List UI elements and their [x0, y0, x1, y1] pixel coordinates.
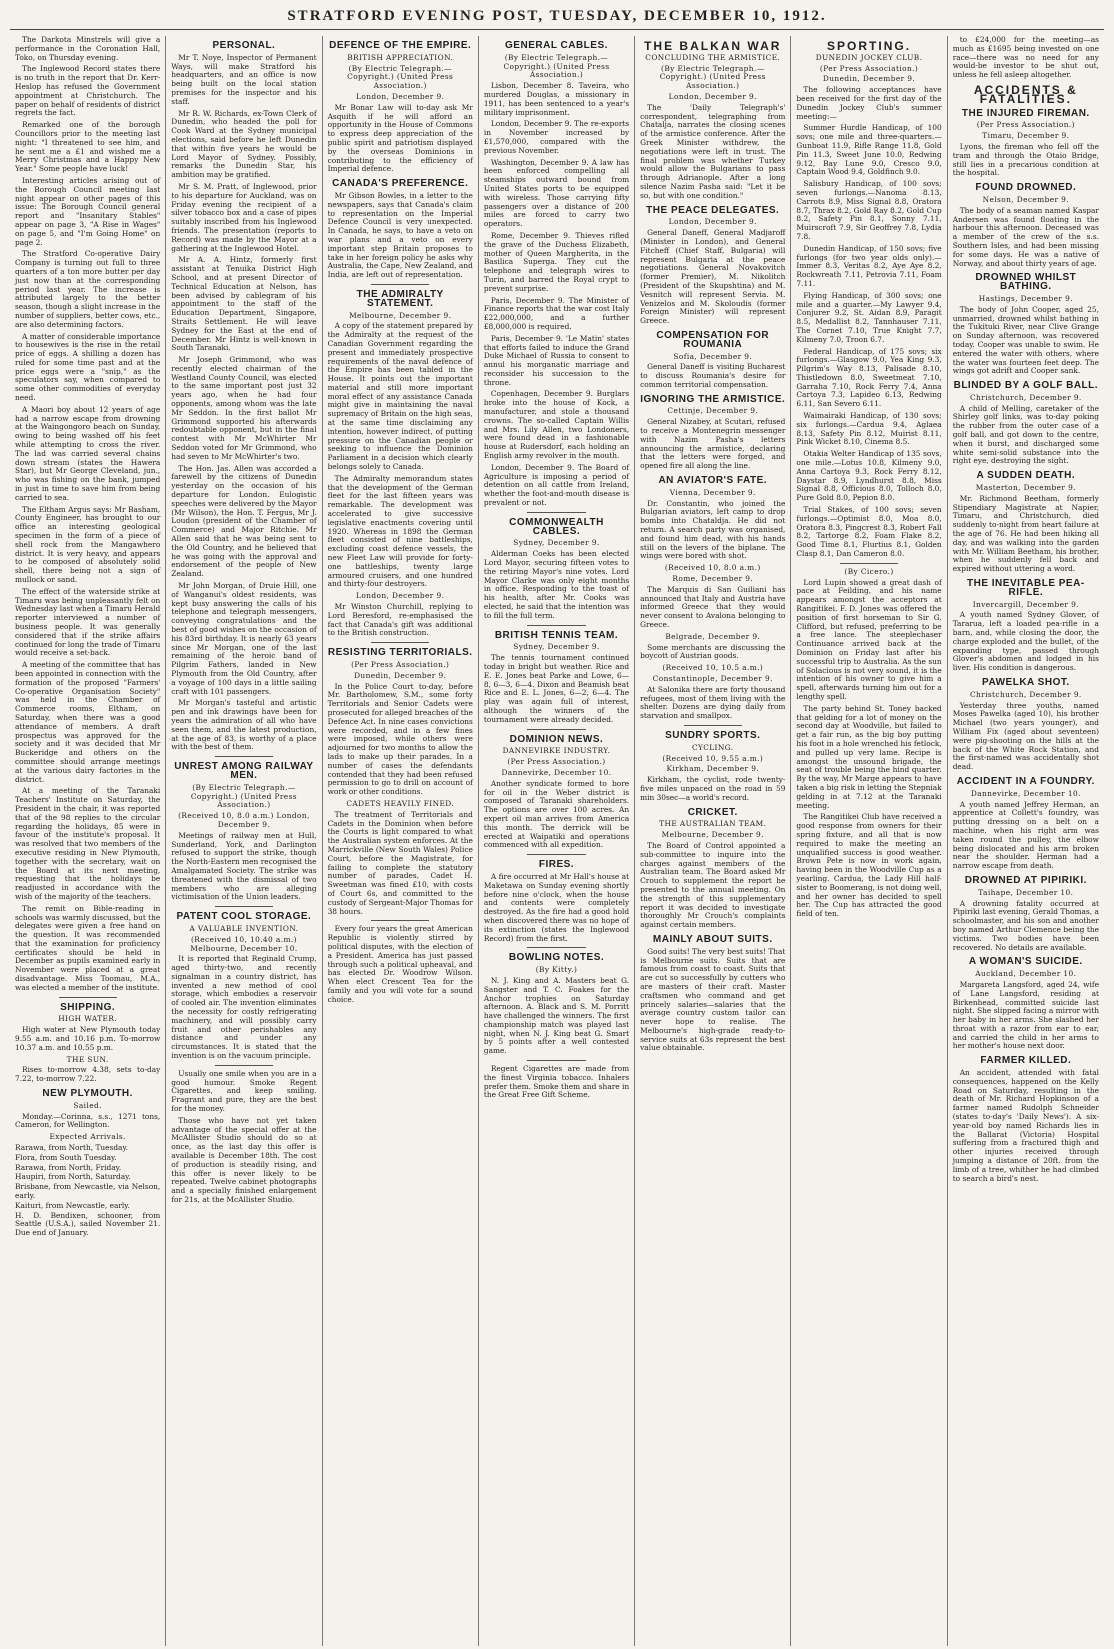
- advert-text: Regent Cigarettes are made from the finest Virginia tobacco. Inhalers prefer them. Smoke them and share in the Great Free Gift Scheme.: [483, 1064, 630, 1100]
- territorials-source: (Per Press Association.): [351, 660, 450, 669]
- tennis-dateline: Sydney, December 9.: [513, 642, 600, 652]
- bathing-text: The body of John Cooper, aged 25, unmarried, drowned whilst bathing in the Tukituki River, near Clive Grange on Sunday afternoon, was recovered today. Cooper was unable to swim. He entered the water with others, where the water was fourteen feet deep. The wings got adrift and Cooper sank.: [952, 304, 1099, 376]
- advert-text: Every four years the great American Republic is violently stirred by political disputes, with the election of a President. America has just passed through such a political upheaval, and has elected Dr. Woodrow Wilson. When elect Crescent Tea for the family and you will vote for a sound choice.: [327, 924, 473, 1004]
- belgrade-text: Some merchants are discussing the boycott of Austrian goods.: [640, 642, 786, 661]
- tennis-heading: BRITISH TENNIS TEAM.: [494, 629, 619, 641]
- pipiriki-heading: DROWNED AT PIPIRIKI.: [964, 874, 1087, 886]
- cable-item: Rome, December 9. Thieves rifled the grave of the Duchess Elizabeth, mother of Queen Margherita, in the Basilica Superga. They cut the telephone and telegraph wires to Turin, and barred the Royal crypt to prevent surprise.: [483, 230, 630, 293]
- cicero-byline: (By Cicero.): [844, 566, 894, 576]
- news-item: The Inglewood Record states there is no truth in the report that Dr. Kerr-Heslop has refused the Government appointment at Christchurch. The paper on behalf of residents of district regrets the fact.: [15, 64, 161, 118]
- drowned-dateline: Nelson, December 9.: [982, 194, 1070, 204]
- personal-item: Mr A. A. Hintz, formerly first assistant at Tenuika District High School, and at present Director of Technical Education at Nelson, has been advised by cablegram of his appointment to the staff of the Education Department, Singapore, Straits Settlement. He will leave Sydney for the East at the end of December. Mr Hintz is well-known in South Taranaki.: [171, 255, 317, 353]
- drowned-heading: FOUND DROWNED.: [975, 182, 1077, 194]
- unrest-heading: UNREST AMONG RAILWAY MEN.: [174, 761, 314, 781]
- race-entry: Salisbury Handicap, of 100 sovs; seven furlongs.—Nanoma 8.13, Carrots 8.9, Miss Signal 8.8, Oratora 8.7, Thrax 8.2, Gold Ray 8.2, Gold Cup 8.2, Safety Pin 8.1, Sonny 7.11, Muirscroft 7.9, Sir Geoffrey 7.8, Lydia 7.8.: [796, 179, 942, 241]
- accidents-heading: ACCIDENTS & FATALITIES.: [973, 82, 1078, 106]
- column-7: [948, 36, 1104, 1646]
- unrest-text: Meetings of railway men at Hull, Sunderland, York, and Darlington refused to support the strike, though the North-Eastern men recognised the Amalgamated Society. The strike was threatened with the dismissal of two members who are alleging victimisation of the Union leaders.: [171, 830, 317, 902]
- territorials-text: In the Police Court to-day, before Mr. Bartholomew, S.M., some forty Territorials and Senior Cadets were prosecuted for alleged breaches of the Defence Act. In nine cases convictions were recorded, and in a few fines were imposed, while others were adjourned for two months to allow the lads to make up their parades. In a number of cases the defendants contended that they had been refused permission to go to drill on account of work or other conditions.: [327, 681, 473, 797]
- canada-text: Mr Gibson Bowles, in a letter to the newspapers, says that Canada's claim to representation on the Imperial Defence Council is very unexpected. In Canada, he says, to have a veto on war plans and a veto on every important step Britain proposes to take in her foreign policy he asks why Australia, the Cape, New Zealand, and India, are left out of representation.: [327, 190, 473, 280]
- cricket-heading: CRICKET.: [687, 806, 738, 818]
- column-6: [791, 36, 947, 1646]
- news-item: The Stratford Co-operative Dairy Company is turning out full to three quarters of a ton more butter per day just now than at the corresponding period last year. The increase is attributed largely to the better season, though a slight increase in the number of suppliers, better cows, etc., are also determining factors.: [15, 249, 161, 329]
- golf-text: A child of Melling, caretaker of the Shirley golf links, was to-day poking the rubber from the outer case of a golf ball, and got down to the centre, when it burst, and discharged some white semi-solid substance into the right eye, destroying the sight.: [952, 403, 1099, 466]
- churchill-dateline: London, December 9.: [356, 591, 445, 601]
- balkan-heading: THE BALKAN WAR: [644, 39, 782, 53]
- churchill-text: Mr Winston Churchill, replying to Lord Beresford, re-emphasised the fact that Canada's gift was additional to the British construction.: [327, 602, 473, 638]
- port-heading: NEW PLYMOUTH.: [42, 1088, 133, 1100]
- territorials-heading: RESISTING TERRITORIALS.: [327, 647, 473, 659]
- cables-heading: GENERAL CABLES.: [505, 40, 608, 51]
- received-line: (Received 10, 10.5 a.m.): [662, 663, 764, 673]
- race-entry: Waimairaki Handicap, of 130 sovs; six furlongs.—Cardua 9.4, Aglaea 8.13, Safety Pin 8.12, Muirist 8.11, Pink Wicket 8.10, Cinema 8.5.: [796, 411, 942, 447]
- personal-item: Mr Morgan's tasteful and artistic pen and ink drawings have been for years the admiration of all who have seen them, and the latest production, at the age of 83, is worthy of a place with the best of them.: [171, 698, 317, 752]
- dominion-sub: DANNEVIRKE INDUSTRY.: [502, 746, 611, 756]
- cycling-dateline: Kirkham, December 9.: [666, 764, 760, 774]
- unrest-source: (By Electric Telegraph.—Copyright.) (United Press Association.): [190, 782, 297, 810]
- roumania-heading: COMPENSATION FOR ROUMANIA: [656, 329, 770, 350]
- arrivals-list: [15, 1144, 160, 1238]
- personal-item: Mr S. M. Pratt, of Inglewood, prior to his departure for Auckland, was on Friday evening the recipient of a silver tobacco box and a case of pipes suitably inscribed from his Inglewood friends. The presentation (reports to Record) was made by the Mayor at a gathering at the Inglewood Hotel.: [171, 181, 317, 253]
- admiralty-text: The Admiralty memorandum states that the development of the German fleet for the last fifteen years was remarkable. The development was accelerated to give successive legislative enactments covering until 1920. Whereas in 1898 the German fleet consisted of nine battleships, excluding coast defence vessels, the new Fleet Law will provide for forty-one battleships, twenty large armoured cruisers, and one hundred and thirty-four destroyers.: [327, 473, 473, 589]
- defence-text: Mr Bonar Law will to-day ask Mr Asquith if he will afford an opportunity in the House of Commons to express deep appreciation of the public spirit and patriotism displayed by the overseas Dominions in contributing to the efficiency of Imperial defence.: [327, 102, 473, 174]
- ignoring-text: General Nizabey, at Scutari, refused to receive a Montenegrin messenger with Nazim Pasha's letters announcing the armistice, declaring that the letters were forged, and opened fire all along the line.: [640, 417, 786, 471]
- sporting-source: (Per Press Association.): [819, 63, 919, 73]
- aviator-dateline: Vienna, December 9.: [669, 487, 756, 497]
- peace-heading: THE PEACE DELEGATES.: [646, 204, 780, 216]
- cables-source: (By Electric Telegraph.—Copyright.) (United Press Association.): [503, 52, 610, 80]
- divider: [527, 729, 585, 730]
- canada-heading: CANADA'S PREFERENCE.: [332, 178, 469, 190]
- divider: [215, 1065, 273, 1066]
- farmer-text: An accident, attended with fatal consequences, happened on the Kelly Road on Saturday, resulting in the death of Mr. Richard Hopkinson of a farmer named Rudolph Schneider (states to-day's 'Daily News'). A six-year-old boy named Richards lies in the Ballarat (Victoria) Hospital suffering from a fractured thigh and other injuries received through jumping a distance of 20ft. from the limb of a tree, whither he had climbed to search a bird's nest.: [952, 1068, 1099, 1183]
- cable-item: London, December 9. The re-exports in November increased by £1,570,000, compared with the previous November.: [483, 119, 630, 155]
- rome-dateline: Rome, December 9.: [672, 574, 754, 584]
- balkan-text: The 'Daily Telegraph's' correspondent, telegraphing from Chatalja, narrates the closing scenes of the armistice conference. After the Greek Minister withdrew, the negotiations were left in trust. The final problem was whether Turkey would allow the Bulgarians to pass through Adrianople. After a long silence Nazim Pasha said: "Let it be so, but with one condition.": [640, 102, 786, 200]
- sudden-dateline: Masterton, December 9.: [975, 483, 1076, 493]
- race-entry: Flying Handicap, of 300 sovs; one mile and a quarter.—My Lawyer 9.4, Conjurer 9.2, St. Aidan 8.9, Paragit 8.5, Medallist 8.2, Tannhauser 7.11, The Cornet 7.10, True Knight 7.7, Kilmeny 7.0, Troon 6.7.: [796, 290, 942, 344]
- cable-item: Copenhagen, December 9. Burglars broke into the house of Kock, a manufacturer, and stole a thousand crowns. The so-called Captain Willis and Mrs. Lily Allen, two Londoners, were found dead in a fashionable house at Rudersdorf, each holding an English army revolver in the mouth.: [483, 389, 630, 461]
- ignoring-heading: IGNORING THE ARMISTICE.: [640, 393, 786, 405]
- news-item: The effect of the waterside strike at Timaru was being unpleasantly felt on Wednesday last when a Timaru Herald reporter interviewed a number of business people. It was generally considered that if the strike affairs continued for long the trade of Timaru would receive a set-back.: [15, 586, 161, 658]
- sundry-heading: SUNDRY SPORTS.: [665, 729, 761, 741]
- sailed-heading: Sailed.: [73, 1100, 102, 1110]
- cable-item: Washington, December 9. A law has been enforced compelling all steamships outward bound from United States ports to be equipped with wireless. Those carrying fifty passengers over a distance of 200 miles are forced to carry two operators.: [483, 157, 630, 229]
- defence-dateline: London, December 9.: [356, 91, 445, 101]
- ignoring-dateline: Cettinje, December 9.: [667, 406, 759, 416]
- farmer-heading: FARMER KILLED.: [980, 1055, 1072, 1067]
- storage-sub: A VALUABLE INVENTION.: [189, 923, 299, 933]
- sporting-text: The following acceptances have been received for the first day of the Dunedin Jockey Club's summer meeting:—: [796, 85, 942, 121]
- divider: [684, 725, 742, 726]
- list-item: Haupiri, from North, Saturday.: [15, 1172, 131, 1182]
- divider: [527, 625, 585, 626]
- commonwealth-dateline: Sydney, December 9.: [513, 538, 600, 548]
- balkan-dateline: London, December 9.: [668, 91, 757, 101]
- drowned-text: The body of a seaman named Kaspar Andersen was found floating in the harbour this afternoon. Deceased was a member of the crew of the s.s. Southern Isles, and had been missing for some days. He was a native of Norway, and about thirty years of age.: [952, 205, 1099, 268]
- pipiriki-text: A drowning fatality occurred at Pipiriki last evening, Gerald Thomas, a schoolmaster, and his son and another boy named Arthur Clemence being the victims. Two bodies have been recovered. No details are available.: [952, 898, 1099, 952]
- dominion-source: (Per Press Association.): [507, 757, 606, 767]
- news-item: A Maori boy about 12 years of age had a narrow escape from drowning at the Waingongoro beach on Sunday, owing to being washed off his feet while attempting to cross the river. The lad was carried several chains down stream (states the Hawera Star), but Mr George Cleveland, jun., who was fishing on the bank, jumped in just in time to save him from being carried to sea.: [15, 404, 161, 502]
- pawelka-heading: PAWELKA SHOT.: [982, 677, 1070, 688]
- high-water-heading: HIGH WATER.: [58, 1014, 118, 1024]
- divider: [527, 854, 585, 855]
- cricket-text: The Board of Control appointed a sub-committee to inquire into the charges against members of the Australian team. The Board asked Mr Crouch to supplement the report he presented to the annual meeting. On the strength of this supplementary report it was decided to investigate thoroughly Mr Crouch's complaints against certain members.: [640, 840, 786, 930]
- rome-text: The Marquis di San Guiliani has announced that Italy and Austria have informed Greece that they would never consent to Avalona belonging to Greece.: [640, 584, 786, 630]
- unrest-received: (Received 10, 8.0 a.m.) London, December 9.: [178, 811, 310, 829]
- cycling-text: Kirkham, the cyclist, rode twenty-five miles unpaced on the road in 59 min 30sec—a world's record.: [640, 775, 786, 802]
- admiralty-dateline: Melbourne, December 9.: [349, 310, 452, 320]
- news-item: Interesting articles arising out of the Borough Council meeting last night appear on other pages of this issue: The Borough Council general report and "Insanitary Stables" appear on page 3, "A Rise in Wages" on page 5, and "I'm Going Home" on page 2.: [15, 175, 161, 247]
- fireman-dateline: Timaru, December 9.: [982, 131, 1070, 141]
- bowling-text: N. J. King and A. Masters beat G. Sangster and T. C. Foakes for the Anchor trophies on Saturday afternoon. A. Black and S. M. Porritt have challenged the winners. The first championship match was played last night, when N. J. King beat G. Smart by 5 points after a well contested game.: [483, 975, 630, 1056]
- news-item: A meeting of the committee that has been appointed in connection with the formation of the proposed "Farmers' Co-operative Organisation Society" was held in the Chamber of Commerce rooms, Eltham, on Saturday, when there was a good attendance of members. A draft prospectus was approved for the society and it was decided that Mr Buckeridge and others on the committee should arrange meetings at the various dairy factories in the district.: [15, 660, 161, 784]
- foundry-text: A youth named Jeffrey Herman, an apprentice at Collett's foundry, was putting dressing on a belt on a machine, when his right arm was taken round the pulley, the elbow being dislocated and his arm broken near the shoulder. Herman had a narrow escape from death.: [952, 799, 1099, 871]
- defence-heading: DEFENCE OF THE EMPIRE.: [329, 40, 472, 51]
- cicero-text: Lord Lupin showed a great dash of pace at Feilding, and his name appears amongst the acceptors at Rangitikei. F. D. Jones was offered the position of first horseman to Sir G. Clifford, but refused, preferring to be a free lance. The steeplechaser Continuance arrived back at the Dominion on Friday last after his successful trip to Australia. As the sun of Solacious is not very sound, it is the intention of his owner to give him a spell, afterwards turning him out for a lengthy spell.: [796, 577, 942, 701]
- advert-text: Usually one smile when you are in a good humour. Smoke Regent Cigarettes, and keep smiling. Fragrant and pure, they are the best for the money.: [171, 1068, 317, 1114]
- territorials-dateline: Dunedin, December 9.: [354, 670, 447, 680]
- cicero-text: The party behind St. Toney backed that gelding for a lot of money on the second day at Woodville, but failed to get a fair run, as the big boy putting his foot in a hole wrenched his fetlock, and pulled up very lame. Recipe is amongst the unsound brigade, the seat of trouble being the hind quarter. By the way, Mr Marge appears to have taken a big risk in letting the Stepniak gelding in at 7.12 at the Taranaki meeting.: [796, 703, 942, 810]
- news-item: The remit on Bible-reading in schools was warmly discussed, but the delegates were given a free hand on the question. It was recommended that the examination for proficiency certificates should be held in December as pupils examined early in November were placed at a great disadvantage. Miss Toomau, M.A., was elected a member of the institute.: [15, 903, 161, 992]
- pipiriki-dateline: Taihape, December 10.: [978, 887, 1074, 897]
- fires-heading: FIRES.: [538, 859, 575, 871]
- dominion-text: Another syndicate formed to bore for oil in the Weber district is composed of Taranaki shareholders. The options are over 100 acres. An expert oil man arrives from America this month. The derrick will be erected at Waipatiki and operations commenced with all expedition.: [483, 778, 630, 850]
- bathing-dateline: Hastings, December 9.: [978, 293, 1073, 303]
- suits-heading: MAINLY ABOUT SUITS.: [652, 933, 773, 945]
- cycling-received: (Received 10, 9.55 a.m.): [662, 753, 764, 763]
- bowling-heading: BOWLING NOTES.: [508, 952, 605, 964]
- personal-heading: PERSONAL.: [212, 40, 276, 51]
- column-3: [323, 36, 479, 1646]
- fireman-heading: THE INJURED FIREMAN.: [961, 107, 1090, 119]
- divider: [527, 947, 585, 948]
- cadets-heading: CADETS HEAVILY FINED.: [346, 798, 455, 808]
- balkan-source: (By Electric Telegraph.—Copyright.) (United Press Association.): [659, 63, 766, 91]
- cicero-text: The Rangitikei Club have received a good response from owners for their spring fixture, and all that is now required to make the meeting an unqualified success is good weather. Brown Pete is now in work again, having been in the Woodville Cup as a yearling. Cardua, the Lady Hill half-sister to Boomerang, is not doing well, and her owner has decided to spell her. The Cup has attracted the good field of ten.: [796, 812, 942, 919]
- bathing-heading: DROWNED WHILST BATHING.: [975, 272, 1077, 293]
- list-item: Kaituri, from Newcastle, early.: [15, 1200, 130, 1210]
- divider: [527, 512, 585, 513]
- divider: [59, 997, 117, 998]
- fires-text: A fire occurred at Mr Hall's house at Maketawa on Sunday evening shortly before nine o'clock, when the house and contents were completely destroyed. As the fire had a good hold when discovered there was no hope of its extinction (states the Inglewood Record) from the first.: [483, 871, 630, 943]
- storage-received: (Received 10, 10.40 a.m.) Melbourne, December 10.: [190, 934, 298, 953]
- fireman-source: (Per Press Association.): [976, 120, 1075, 130]
- rifle-heading: THE INEVITABLE PEA-RIFLE.: [967, 578, 1085, 598]
- foundry-heading: ACCIDENT IN A FOUNDRY.: [956, 775, 1095, 787]
- cable-item: London, December 9. The Board of Agriculture is imposing a period of detention on all cattle from Ireland, whether the foot-and-mouth disease is prevalent or not.: [483, 462, 630, 508]
- race-entry: Trial Stakes, of 100 sovs; seven furlongs.—Optimist 8.0, Moa 8.0, Oratora 8.3, Pingcrest 8.3, Robert Fall 8.2, Tartorge 8.2, Foam Flake 8.2, Good Time 8.1, Flurtius 8.1, Golden Clasp 8.1, Dan Cameron 8.0.: [796, 505, 942, 559]
- high-water-text: High water at New Plymouth today 9.55 a.m. and 10.16 p.m. To-morrow 10.37 a.m. and 10.55 p.m.: [15, 1025, 161, 1052]
- columns: [10, 36, 1104, 1646]
- golf-dateline: Christchurch, December 9.: [969, 392, 1082, 402]
- personal-item: Mr T. Noye, Inspector of Permanent Ways, will make Stratford his headquarters, and an office is now being built on the local station premises for the inspector and his staff.: [171, 52, 317, 106]
- column-1: [10, 36, 166, 1646]
- divider: [215, 906, 273, 907]
- divider: [371, 642, 429, 643]
- news-item: The Eltham Argus says: Mr Basham, County Engineer, has brought to our office an interesting geological specimen in the form of a piece of shell rock from the Mangawhero district. It is very heavy, and appears to be composed of absolutely solid shell, there being not a sign of mullock or sand.: [15, 504, 161, 585]
- defence-sub: BRITISH APPRECIATION.: [347, 52, 454, 62]
- storage-text: It is reported that Reginald Crump, aged thirty-two, and recently signalman in a country district, has invented a new method of cool storage, which embodies a reservoir of cooled air. The invention eliminates the necessity for costly refrigerating machinery, and will possibly carry fruit and other perishables any distance and under any circumstances. It is stated that the invention is on the vacuum principle.: [171, 954, 317, 1061]
- column-4: [479, 36, 635, 1646]
- continued-text: to £24,000 for the meeting—as much as £1695 being invested on one race—there was no need for any would-be investor to be shut out, unless he fell asleep altogether.: [952, 36, 1099, 80]
- list-item: Rarawa, from North, Tuesday.: [15, 1143, 128, 1153]
- fireman-text: Lyons, the fireman who fell off the tram and through the Otaio Bridge, still lies in a precarious condition at the hospital.: [952, 141, 1099, 178]
- golf-heading: BLINDED BY A GOLF BALL.: [953, 380, 1099, 392]
- sudden-text: Mr. Richmond Beetham, formerly Stipendiary Magistrate at Napier, Timaru, and Christchurch, died suddenly to-night from heart failure at the age of 76. He had been hiking all day, and was walking into the garden with Mr. William Beetham, his brother, when he suddenly fell back and expired without uttering a word.: [952, 493, 1099, 574]
- suicide-heading: A WOMAN'S SUICIDE.: [968, 956, 1083, 968]
- peace-dateline: London, December 9.: [668, 217, 757, 227]
- belgrade-dateline: Belgrade, December 9.: [665, 631, 761, 641]
- personal-item: Mr John Morgan, of Druie Hill, one of Wanganui's oldest residents, was kept busy answering the calls of his telephone and telegraph messengers, conveying congratulations and the best of good wishes on the occasion of his 83rd birthday. It is nearly 63 years since Mr Morgan, one of the last remaining of the heroic band of Pilgrim Fathers, landed in New Plymouth from the Old Country, after a voyage of 100 days in a little sailing craft with 101 passengers.: [171, 581, 317, 696]
- sporting-sub: DUNEDIN JOCKEY CLUB.: [815, 52, 923, 62]
- column-2: [166, 36, 322, 1646]
- rifle-text: A youth named Sydney Glover, of Tararua, left a loaded pea-rifle in a barn, and, while closing the door, the charge exploded and the bullet, of the expanding type, passed through Glover's abdomen and lodged in his liver. His condition is dangerous.: [952, 610, 1099, 673]
- shipping-heading: SHIPPING.: [60, 1001, 116, 1013]
- cable-item: Lisbon, December 8. Taveira, who murdered Douglas, a missionary in 1911, has been sentenced to a year's military imprisonment.: [483, 81, 630, 117]
- aviator-text: Dr. Constantin, who joined the Bulgarian aviators, left camp to drop bombs into Chataldja. He did not return. A search party was organised, and found him dead, with his hands still on the levers of the biplane. The wings were bored with shot.: [640, 498, 786, 561]
- cycling-heading: CYCLING.: [691, 742, 734, 752]
- list-item: Brisbane, from Newcastle, via Nelson, early.: [15, 1182, 161, 1201]
- sun-text: Rises to-morrow 4.38, sets to-day 7.22, to-morrow 7.22.: [15, 1065, 161, 1084]
- rifle-dateline: Invercargill, December 9.: [972, 599, 1079, 609]
- dominion-dateline: Dannevirke, December 10.: [501, 767, 612, 777]
- cable-item: Paris, December 9. The Minister of Finance reports that the war cost Italy £22,000,000, and a further £8,000,000 is required.: [483, 295, 630, 331]
- defence-source: (By Electric Telegraph.—Copyright.) (United Press Association.): [347, 63, 454, 91]
- const-text: At Salonika there are forty thousand refugees, most of them living with the shelter. Dozens are dying daily from starvation and smallpox.: [640, 684, 786, 721]
- const-dateline: Constantinople, December 9.: [652, 674, 773, 683]
- personal-item: Mr R. W. Richards, ex-Town Clerk of Dunedin, who headed the poll for Cook Ward at the Sydney municipal elections, said before he left Dunedin that within five years he would be Lord Mayor of Sydney. Possibly, remarks the Dunedin Star, his ambition may be gratified.: [171, 108, 317, 180]
- roumania-text: General Daneff is visiting Bucharest to discuss Roumania's desire for common territorial compensation.: [640, 362, 786, 389]
- divider: [215, 756, 273, 757]
- cricket-sub: THE AUSTRALIAN TEAM.: [659, 819, 767, 829]
- suits-text: Good suits! The very best suits! That is Melbourne suits. Suits that are famous from coast to coast. Suits that are cut so successfully by cutters who are masters of their craft. Master craftsmen who command and get princely salaries—salaries that the average country custom tailor can never hope to realise. The Melbourne's high-grade ready-to-service suits at 63s represent the best value obtainable.: [640, 946, 786, 1053]
- commonwealth-heading: COMMONWEALTH CABLES.: [509, 516, 604, 537]
- race-entry: Federal Handicap, of 175 sovs; six furlongs.—Glasgow 9.0, Yea King 9.3, Pilgrim's Way 8.13, Palisade 8.10, Thistledown 8.0, Sweetmeat 7.10, Garraha 7.10, Rock Ferry 7.4, Anna Cartoya 7.3, Lapideo 6.13, Redwing 6.11, San Severo 6.11.: [796, 346, 942, 409]
- admiralty-text: A copy of the statement prepared by the Admiralty at the request of the Canadian Government regarding the present and immediately prospective requirements of the naval defence of the Empire has been tabled in the House. It points out the important material and still more important moral effect of any assistance Canada might give in maintaining the naval supremacy of Britain on the high seas, at the same time disclaiming any intention, however indirect, of putting pressure on the Canadian people or seeking to influence the Dominion Parliament in a decision which clearly belongs solely to Canada.: [327, 321, 473, 472]
- divider: [371, 284, 429, 285]
- bowling-byline: (By Kitty.): [535, 965, 578, 975]
- balkan-sub: CONCLUDING THE ARMISTICE.: [645, 52, 781, 62]
- personal-item: The Hon. Jas. Allen was accorded a farewell by the citizens of Dunedin yesterday on the occasion of his departure for London. Eulogistic speeches were delivered by the Mayor (Mr Wilson), the Hon. T. Fergus, Mr J. Loudon (president of the Chamber of Commerce) and Major Ritchie. Mr Allen said that he was being sent to the Old Country, and he believed that he was going with the approval and endorsement of the people of New Zealand.: [171, 463, 317, 579]
- news-item: At a meeting of the Taranaki Teachers' Institute on Saturday, the President in the chair, it was reported that of the 98 replies to the circular regarding the holidays, 85 were in favour of the institute's proposal. It was resolved that two members of the executive residing in New Plymouth, together with the secretary, wait on the Board at its next meeting, requesting that the holidays be readjusted in accordance with the wish of the majority of the teachers.: [15, 786, 161, 901]
- list-item: Flora, from South Tuesday.: [15, 1152, 117, 1162]
- tennis-text: The tennis tournament continued today in bright but weather. Rice and E. E. Jones beat Parke and Lowe, 6—8, 6—3, 6—4. Dixon and Beamish beat Rice and E. L. Jones, 6—2, 6—4. The play was again full of interest, although the winners of the tournament were already decided.: [483, 653, 630, 724]
- cable-item: Paris, December 9. 'Le Matin' states that efforts failed to induce the Grand Duke Michael of Russia to consent to annul his morganatic marriage and reconsider his succession to the throne.: [483, 333, 630, 387]
- admiralty-heading: THE ADMIRALTY STATEMENT.: [356, 288, 444, 309]
- commonwealth-text: Alderman Coeks has been elected Lord Mayor, securing fifteen votes to the retiring Mayor's nine votes. Lord Mayor Clarke was only eight months in office. Responding to the toast of his health, after Mr. Cooks was elected, he said that the intention was to fill the full term.: [483, 549, 630, 620]
- foundry-dateline: Dannevirke, December 10.: [970, 788, 1081, 798]
- peace-text: General Daneff, General Madjaroff (Minister in London), and General Fitcheff (Chief Staff, Bulgaria) will represent Bulgaria at the peace negotiations. General Novakovitch (former Premier), M. Nikolitch (President of the Skupshtina) and M. Vesnitch will represent Servia. M. Venizelos and M. Skoloudis (former Foreign Minister) will represent Greece.: [640, 228, 786, 326]
- cadets-text: The treatment of Territorials and Cadets in the Dominion when before the Courts is light compared to what the Australian system enforces. At the Marrickville (New South Wales) Police Court, before the Magistrate, for failing to complete the statutory number of parades, Cadet H. Sweetman was fined £10, with costs of Court 6s, and committed to the custody of Sergeant-Major Thomas for 38 hours.: [327, 809, 473, 916]
- storage-heading: PATENT COOL STORAGE.: [176, 911, 312, 923]
- suicide-text: Margareta Langsford, aged 24, wife of Lane Langsford, residing at Birkenhead, committed suicide last night. She slipped facing a mirror with her baby in her arms. She slashed her throat with a razor from ear to ear, and carried the child in her arms to her mother's house next door.: [952, 979, 1099, 1051]
- race-entry: Dunedin Handicap, of 150 sovs; five furlongs (for two year olds only).—Immer 8.3, Veritas 8.2, Aye Aye 8.2, Rockwreath 7.11, Petrovia 7.11, Foam 7.11.: [796, 243, 942, 288]
- race-entry: Otakia Welter Handicap of 135 sovs, one mile.—Lotus 10.8, Kilmeny 9.0, Anna Cartoya 9.3, Rock Ferry 8.12, Daystar 8.9, Lyndhurst 8.8, Miss Signal 8.8, Officious 8.0, Tolloch 8.0, Pure Gold 8.0, Pepion 8.0.: [796, 449, 942, 503]
- personal-item: Mr Joseph Grimmond, who was recently elected chairman of the Westland County Council, was elected to the same important post just 32 years ago, when he had four opponents, among whom was the late Mr Seddon. In the first ballot Mr Grimmond supported his afterwards redoubtable opponent, but in the final contest with Mr McWhirter Mr Seddon voted for Mr Grimmond, who had seven to Mr McWhirter's two.: [171, 355, 317, 461]
- arrivals-heading: Expected Arrivals.: [49, 1132, 126, 1142]
- news-item: A matter of considerable importance to housewives is the rise in the retail price of eggs. A shilling a dozen has ruled for some time past and at the price eggs were a "snip," as the speculators say, when compared to some other commodities of everyday need.: [15, 331, 161, 403]
- list-item: H. D. Bendixen, schooner, from Seattle (U.S.A.), sailed November 21. Due end of January.: [15, 1210, 161, 1238]
- divider: [527, 1060, 585, 1061]
- column-5: [635, 36, 791, 1646]
- divider: [840, 563, 898, 564]
- pawelka-text: Yesterday three youths, named Moses Pawelka (aged 10), his brother Michael (two years younger), and William Fix (aged about seventeen) were pig-shooting on the hills at the back of the White Rock Station, and the first-named was accidentally shot dead.: [952, 700, 1099, 772]
- news-item: Remarked one of the borough Councillors prior to the meeting last night: "I threatened to see him, and he sent me a £1 and wished me a Merry Christmas and a Happy New Year." Some people have luck!: [15, 120, 161, 174]
- divider: [371, 920, 429, 921]
- pawelka-dateline: Christchurch, December 9.: [969, 689, 1082, 699]
- aviator-heading: AN AVIATOR'S FATE.: [658, 475, 768, 487]
- cricket-dateline: Melbourne, December 9.: [661, 830, 764, 840]
- received-line: (Received 10, 8.0 a.m.): [664, 563, 761, 573]
- news-item: The Darkota Minstrels will give a performance in the Coronation Hall, Toko, on Thursday evening.: [15, 36, 161, 62]
- list-item: Rarawa, from North, Friday.: [15, 1162, 122, 1172]
- sun-heading: THE SUN.: [66, 1054, 109, 1064]
- roumania-dateline: Sofia, December 9.: [673, 351, 753, 361]
- sporting-heading: SPORTING.: [827, 39, 912, 53]
- sailed-text: Monday.—Corinna, s.s., 1271 tons, Cameron, for Wellington.: [15, 1111, 161, 1130]
- sudden-heading: A SUDDEN DEATH.: [976, 470, 1076, 482]
- sporting-dateline: Dunedin, December 9.: [822, 74, 916, 84]
- masthead: STRATFORD EVENING POST, TUESDAY, DECEMBER 10, 1912.: [10, 8, 1104, 30]
- suicide-dateline: Auckland, December 10.: [975, 969, 1077, 979]
- race-entry: Summer Hurdle Handicap, of 100 sovs; one mile and three-quarters.—Gunboat 11.9, Rifle Range 11.8, Gold Pin 11.3, Sweet June 10.0, Redwing 9.12, Bay Lune 9.0, Cresco 9.0, Captain Wood 9.4, Goldfinch 9.0.: [796, 123, 942, 177]
- dominion-heading: DOMINION NEWS.: [509, 733, 604, 745]
- advert-text: Those who have not yet taken advantage of the special offer at the McAllister Studio should do so at once, as the last day this offer is available is December 18th. The cost of production is steadily rising, and this offer is never likely to be repeated. Twelve cabinet photographs and a specially finished enlargement for 21s, at the McAllister Studio.: [171, 1115, 317, 1205]
